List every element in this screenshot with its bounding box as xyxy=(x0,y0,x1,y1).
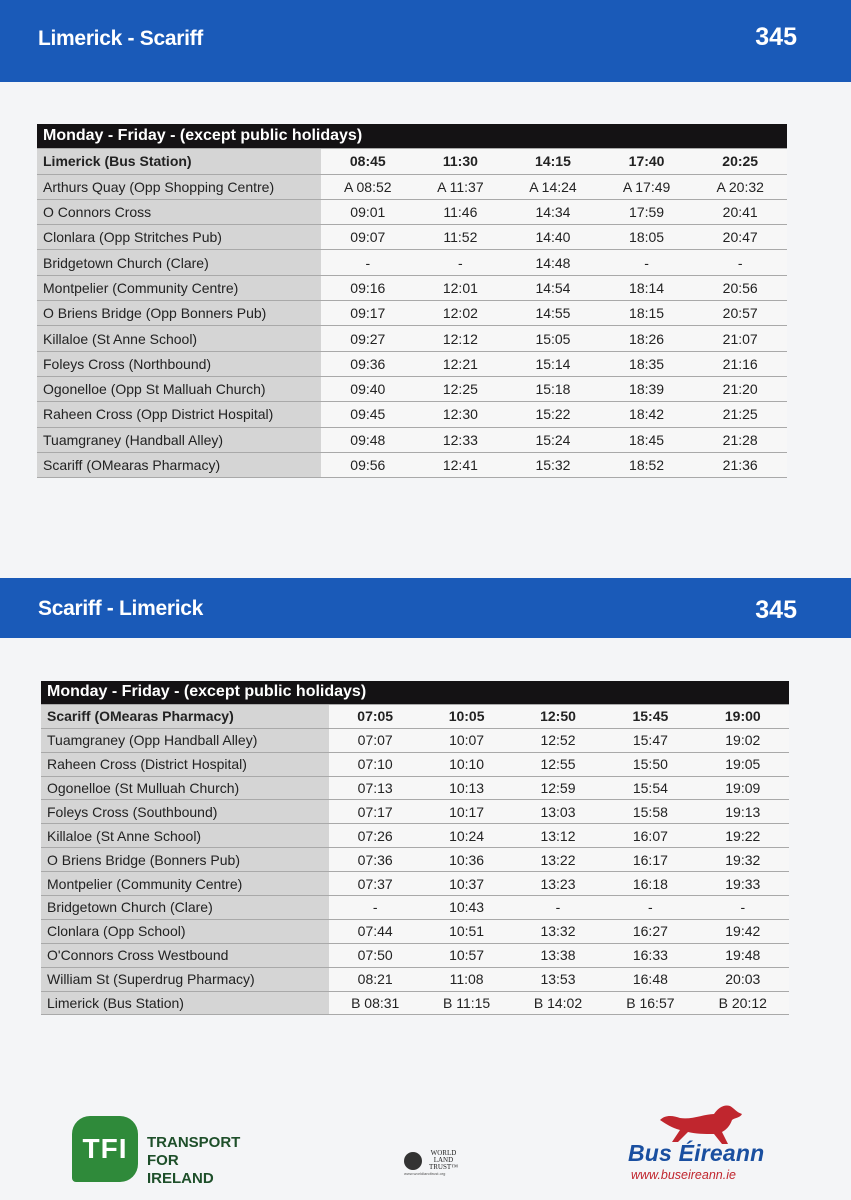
departure-time: 10:57 xyxy=(421,943,511,967)
route-header-scariff-limerick xyxy=(0,578,851,638)
table-row xyxy=(37,199,787,224)
departure-time: 12:41 xyxy=(415,452,507,477)
departure-time: 18:39 xyxy=(600,376,694,401)
departure-time: A 11:37 xyxy=(415,174,507,199)
departure-time: 13:12 xyxy=(512,824,604,848)
departure-time: 14:40 xyxy=(506,225,600,250)
departure-time: 18:05 xyxy=(600,225,694,250)
departure-time: 14:48 xyxy=(506,250,600,275)
departure-time: 10:37 xyxy=(421,872,511,896)
departure-time: 09:56 xyxy=(321,452,415,477)
table-row xyxy=(41,728,789,752)
departure-time: 12:52 xyxy=(512,728,604,752)
departure-time: B 20:12 xyxy=(697,991,789,1015)
wlt-wordmark: WORLD LAND TRUST™ xyxy=(428,1149,458,1171)
bus-eireann-wordmark: Bus Éireann xyxy=(628,1140,765,1166)
table-row xyxy=(41,752,789,776)
departure-time: B 08:31 xyxy=(329,991,421,1015)
table-row xyxy=(41,919,789,943)
departure-time: 19:13 xyxy=(697,800,789,824)
table-row xyxy=(41,943,789,967)
tfi-line-2: FOR xyxy=(147,1152,179,1169)
departure-time: 16:27 xyxy=(604,919,696,943)
departure-time: 16:48 xyxy=(604,967,696,991)
timetable-limerick-scariff xyxy=(37,124,787,478)
departure-time: 17:40 xyxy=(600,149,694,174)
service-days-label: Monday - Friday - (except public holidays) xyxy=(41,681,789,704)
departure-time: 09:27 xyxy=(321,326,415,351)
departure-time: 10:10 xyxy=(421,752,511,776)
departure-time: 12:59 xyxy=(512,776,604,800)
departure-time: - xyxy=(329,896,421,920)
table-row xyxy=(37,376,787,401)
departure-time: 15:45 xyxy=(604,704,696,728)
departure-time: 09:36 xyxy=(321,351,415,376)
departure-time: 12:30 xyxy=(415,402,507,427)
departure-time: 13:03 xyxy=(512,800,604,824)
departure-time: 07:37 xyxy=(329,872,421,896)
departure-time: 19:32 xyxy=(697,848,789,872)
departure-time: 21:25 xyxy=(693,402,787,427)
departure-time: 16:33 xyxy=(604,943,696,967)
departure-time: - xyxy=(415,250,507,275)
departure-time: 07:44 xyxy=(329,919,421,943)
stop-name: Tuamgraney (Opp Handball Alley) xyxy=(41,728,329,752)
departure-time: 07:26 xyxy=(329,824,421,848)
departure-time: 12:12 xyxy=(415,326,507,351)
departure-time: 17:59 xyxy=(600,199,694,224)
departure-time: 13:32 xyxy=(512,919,604,943)
table-row xyxy=(37,301,787,326)
departure-time: 15:24 xyxy=(506,427,600,452)
departure-time: 14:55 xyxy=(506,301,600,326)
table-row xyxy=(37,250,787,275)
departure-time: 15:14 xyxy=(506,351,600,376)
stop-name: Clonlara (Opp School) xyxy=(41,919,329,943)
departure-time: 19:09 xyxy=(697,776,789,800)
departure-time: 18:14 xyxy=(600,275,694,300)
tfi-badge-text: TFI xyxy=(82,1133,128,1164)
departure-time: 21:16 xyxy=(693,351,787,376)
stop-name: Raheen Cross (District Hospital) xyxy=(41,752,329,776)
departure-time: 16:18 xyxy=(604,872,696,896)
departure-time: 15:50 xyxy=(604,752,696,776)
stop-name: Limerick (Bus Station) xyxy=(41,991,329,1015)
stop-name: Bridgetown Church (Clare) xyxy=(41,896,329,920)
departure-time: 11:46 xyxy=(415,199,507,224)
table-row xyxy=(41,824,789,848)
departure-time: 19:05 xyxy=(697,752,789,776)
table-row xyxy=(37,174,787,199)
departure-time: 07:05 xyxy=(329,704,421,728)
route-title: Limerick - Scariff xyxy=(38,27,203,50)
departure-time: 07:13 xyxy=(329,776,421,800)
stop-name: Ogonelloe (Opp St Malluah Church) xyxy=(37,376,321,401)
tfi-line-1: TRANSPORT xyxy=(147,1134,241,1151)
tfi-line-3: IRELAND xyxy=(147,1170,214,1187)
timetable-day-header xyxy=(37,124,787,149)
stop-name: Montpelier (Community Centre) xyxy=(37,275,321,300)
tfi-logo xyxy=(72,1116,138,1182)
departure-time: 15:47 xyxy=(604,728,696,752)
departure-time: 14:34 xyxy=(506,199,600,224)
table-row xyxy=(41,704,789,728)
departure-time: 12:21 xyxy=(415,351,507,376)
stop-name: Montpelier (Community Centre) xyxy=(41,872,329,896)
stop-name: O'Connors Cross Westbound xyxy=(41,943,329,967)
tfi-wordmark xyxy=(147,1134,240,1188)
stop-name: Killaloe (St Anne School) xyxy=(37,326,321,351)
departure-time: 21:20 xyxy=(693,376,787,401)
stop-name: Scariff (OMearas Pharmacy) xyxy=(37,452,321,477)
stop-name: Killaloe (St Anne School) xyxy=(41,824,329,848)
departure-time: - xyxy=(600,250,694,275)
table-row xyxy=(37,275,787,300)
departure-time: - xyxy=(604,896,696,920)
departure-time: 14:54 xyxy=(506,275,600,300)
departure-time: B 16:57 xyxy=(604,991,696,1015)
departure-time: 09:16 xyxy=(321,275,415,300)
departure-time: 19:33 xyxy=(697,872,789,896)
departure-time: 09:40 xyxy=(321,376,415,401)
stop-name: O Connors Cross xyxy=(37,199,321,224)
departure-time: 16:07 xyxy=(604,824,696,848)
departure-time: 10:07 xyxy=(421,728,511,752)
stop-name: Scariff (OMearas Pharmacy) xyxy=(41,704,329,728)
route-number: 345 xyxy=(755,23,797,51)
stop-name: Raheen Cross (Opp District Hospital) xyxy=(37,402,321,427)
table-row xyxy=(37,402,787,427)
bus-eireann-url: www.buseireann.ie xyxy=(631,1168,736,1182)
table-row xyxy=(37,351,787,376)
departure-time: 13:53 xyxy=(512,967,604,991)
departure-time: 13:22 xyxy=(512,848,604,872)
departure-time: - xyxy=(693,250,787,275)
service-days-label: Monday - Friday - (except public holidays) xyxy=(37,124,787,149)
departure-time: 12:25 xyxy=(415,376,507,401)
departure-time: 21:36 xyxy=(693,452,787,477)
departure-time: 15:05 xyxy=(506,326,600,351)
stop-name: Foleys Cross (Northbound) xyxy=(37,351,321,376)
departure-time: 15:54 xyxy=(604,776,696,800)
departure-time: 18:15 xyxy=(600,301,694,326)
stop-name: Limerick (Bus Station) xyxy=(37,149,321,174)
departure-time: 12:01 xyxy=(415,275,507,300)
wlt-url: www.worldlandtrust.org xyxy=(404,1171,446,1176)
departure-time: 10:43 xyxy=(421,896,511,920)
departure-time: 20:47 xyxy=(693,225,787,250)
departure-time: - xyxy=(512,896,604,920)
departure-time: 20:41 xyxy=(693,199,787,224)
departure-time: 15:18 xyxy=(506,376,600,401)
departure-time: 09:07 xyxy=(321,225,415,250)
departure-time: 18:52 xyxy=(600,452,694,477)
departure-time: 19:48 xyxy=(697,943,789,967)
departure-time: 12:55 xyxy=(512,752,604,776)
timetable-day-header xyxy=(41,681,789,704)
departure-time: 19:02 xyxy=(697,728,789,752)
table-row xyxy=(41,848,789,872)
table-row xyxy=(37,225,787,250)
departure-time: 08:21 xyxy=(329,967,421,991)
departure-time: 21:07 xyxy=(693,326,787,351)
departure-time: 12:02 xyxy=(415,301,507,326)
departure-time: 10:24 xyxy=(421,824,511,848)
route-number: 345 xyxy=(755,596,797,624)
departure-time: 11:08 xyxy=(421,967,511,991)
departure-time: - xyxy=(321,250,415,275)
departure-time: 09:01 xyxy=(321,199,415,224)
departure-time: 12:33 xyxy=(415,427,507,452)
departure-time: 15:22 xyxy=(506,402,600,427)
table-row xyxy=(41,872,789,896)
departure-time: 08:45 xyxy=(321,149,415,174)
route-title: Scariff - Limerick xyxy=(38,597,203,620)
departure-time: 20:03 xyxy=(697,967,789,991)
table-row xyxy=(37,326,787,351)
departure-time: 10:51 xyxy=(421,919,511,943)
departure-time: 09:17 xyxy=(321,301,415,326)
stop-name: Clonlara (Opp Stritches Pub) xyxy=(37,225,321,250)
stop-name: Ogonelloe (St Mulluah Church) xyxy=(41,776,329,800)
departure-time: 07:50 xyxy=(329,943,421,967)
departure-time: 10:17 xyxy=(421,800,511,824)
departure-time: 09:48 xyxy=(321,427,415,452)
departure-time: 18:42 xyxy=(600,402,694,427)
departure-time: A 08:52 xyxy=(321,174,415,199)
departure-time: 10:05 xyxy=(421,704,511,728)
departure-time: 14:15 xyxy=(506,149,600,174)
table-row xyxy=(41,776,789,800)
departure-time: 15:32 xyxy=(506,452,600,477)
departure-time: 18:45 xyxy=(600,427,694,452)
departure-time: 07:36 xyxy=(329,848,421,872)
stop-name: William St (Superdrug Pharmacy) xyxy=(41,967,329,991)
departure-time: B 11:15 xyxy=(421,991,511,1015)
timetable-scariff-limerick xyxy=(41,681,789,1015)
departure-time: 13:23 xyxy=(512,872,604,896)
departure-time: A 17:49 xyxy=(600,174,694,199)
departure-time: 09:45 xyxy=(321,402,415,427)
table-row xyxy=(41,967,789,991)
table-row xyxy=(37,427,787,452)
departure-time: 16:17 xyxy=(604,848,696,872)
departure-time: A 14:24 xyxy=(506,174,600,199)
table-row xyxy=(41,896,789,920)
departure-time: 18:35 xyxy=(600,351,694,376)
stop-name: O Briens Bridge (Opp Bonners Pub) xyxy=(37,301,321,326)
departure-time: 12:50 xyxy=(512,704,604,728)
departure-time: 11:52 xyxy=(415,225,507,250)
departure-time: 07:17 xyxy=(329,800,421,824)
departure-time: 20:25 xyxy=(693,149,787,174)
stop-name: Tuamgraney (Handball Alley) xyxy=(37,427,321,452)
departure-time: 10:36 xyxy=(421,848,511,872)
table-row xyxy=(41,991,789,1015)
departure-time: 18:26 xyxy=(600,326,694,351)
globe-icon xyxy=(404,1152,422,1170)
departure-time: 15:58 xyxy=(604,800,696,824)
table-row xyxy=(41,800,789,824)
route-header-limerick-scariff xyxy=(0,0,851,82)
departure-time: 20:56 xyxy=(693,275,787,300)
departure-time: 07:07 xyxy=(329,728,421,752)
table-row xyxy=(37,452,787,477)
stop-name: Bridgetown Church (Clare) xyxy=(37,250,321,275)
departure-time: 19:00 xyxy=(697,704,789,728)
departure-time: 11:30 xyxy=(415,149,507,174)
stop-name: O Briens Bridge (Bonners Pub) xyxy=(41,848,329,872)
departure-time: 19:22 xyxy=(697,824,789,848)
departure-time: - xyxy=(697,896,789,920)
departure-time: A 20:32 xyxy=(693,174,787,199)
world-land-trust-logo xyxy=(404,1150,462,1176)
departure-time: 21:28 xyxy=(693,427,787,452)
departure-time: 10:13 xyxy=(421,776,511,800)
stop-name: Arthurs Quay (Opp Shopping Centre) xyxy=(37,174,321,199)
departure-time: B 14:02 xyxy=(512,991,604,1015)
stop-name: Foleys Cross (Southbound) xyxy=(41,800,329,824)
departure-time: 07:10 xyxy=(329,752,421,776)
departure-time: 13:38 xyxy=(512,943,604,967)
departure-time: 19:42 xyxy=(697,919,789,943)
departure-time: 20:57 xyxy=(693,301,787,326)
table-row xyxy=(37,149,787,174)
